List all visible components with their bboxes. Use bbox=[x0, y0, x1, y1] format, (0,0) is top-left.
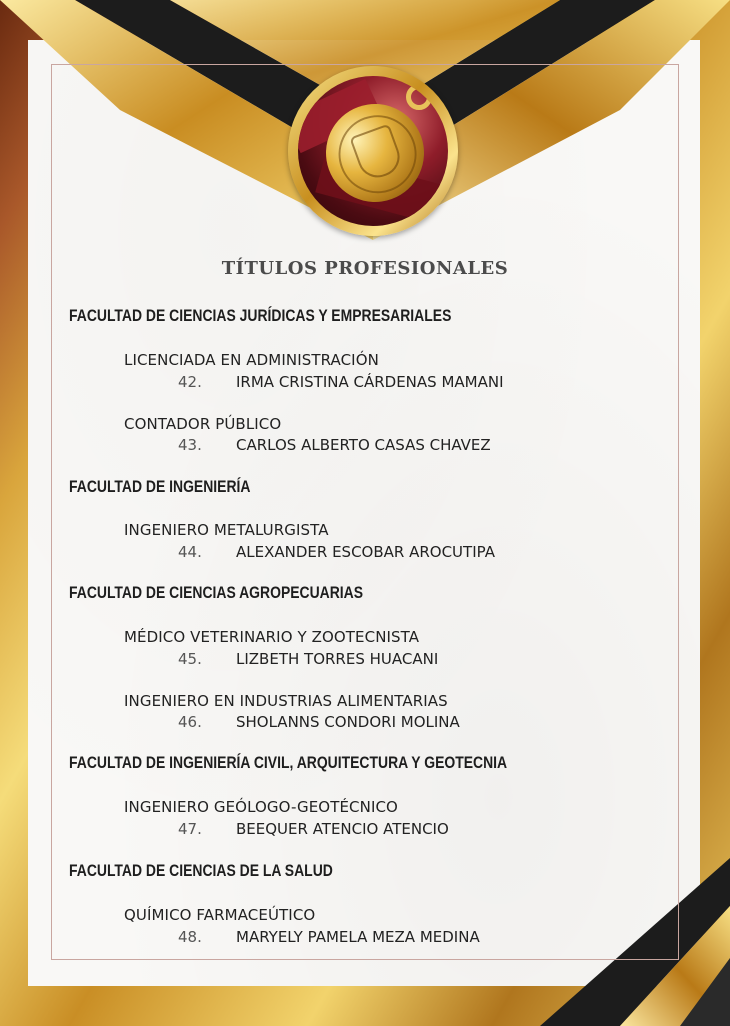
degree-title: MÉDICO VETERINARIO Y ZOOTECNISTA bbox=[124, 628, 420, 646]
graduate-name: CARLOS ALBERTO CASAS CHAVEZ bbox=[236, 436, 491, 454]
graduate-number: 45. bbox=[178, 650, 202, 668]
degree-title: QUÍMICO FARMACEÚTICO bbox=[124, 906, 316, 924]
faculty-heading: FACULTAD DE CIENCIAS AGROPECUARIAS bbox=[69, 583, 364, 602]
graduate-name: BEEQUER ATENCIO ATENCIO bbox=[236, 820, 449, 838]
graduate-number: 46. bbox=[178, 713, 202, 731]
degree-title: INGENIERO EN INDUSTRIAS ALIMENTARIAS bbox=[124, 692, 448, 710]
faculty-heading: FACULTAD DE CIENCIAS DE LA SALUD bbox=[69, 861, 333, 880]
degree-title: INGENIERO METALURGISTA bbox=[124, 521, 329, 539]
graduate-name: ALEXANDER ESCOBAR AROCUTIPA bbox=[236, 543, 495, 561]
graduate-name: LIZBETH TORRES HUACANI bbox=[236, 650, 439, 668]
degree-title: INGENIERO GEÓLOGO-GEOTÉCNICO bbox=[124, 798, 398, 816]
faculty-heading: FACULTAD DE INGENIERÍA CIVIL, ARQUITECTURA Y GEOTECNIA bbox=[69, 753, 508, 772]
graduate-name: MARYELY PAMELA MEZA MEDINA bbox=[236, 928, 480, 946]
graduate-number: 44. bbox=[178, 543, 202, 561]
page-title: TÍTULOS PROFESIONALES bbox=[221, 258, 509, 279]
graduate-name: IRMA CRISTINA CÁRDENAS MAMANI bbox=[236, 373, 504, 391]
graduate-number: 48. bbox=[178, 928, 202, 946]
faculty-heading: FACULTAD DE CIENCIAS JURÍDICAS Y EMPRESARIALES bbox=[69, 306, 452, 325]
medal-image bbox=[288, 66, 458, 236]
graduate-number: 43. bbox=[178, 436, 202, 454]
graduate-number: 42. bbox=[178, 373, 202, 391]
degree-title: CONTADOR PÚBLICO bbox=[124, 415, 282, 433]
degree-title: LICENCIADA EN ADMINISTRACIÓN bbox=[124, 351, 379, 369]
faculty-heading: FACULTAD DE INGENIERÍA bbox=[69, 477, 251, 496]
graduate-number: 47. bbox=[178, 820, 202, 838]
graduate-name: SHOLANNS CONDORI MOLINA bbox=[236, 713, 460, 731]
